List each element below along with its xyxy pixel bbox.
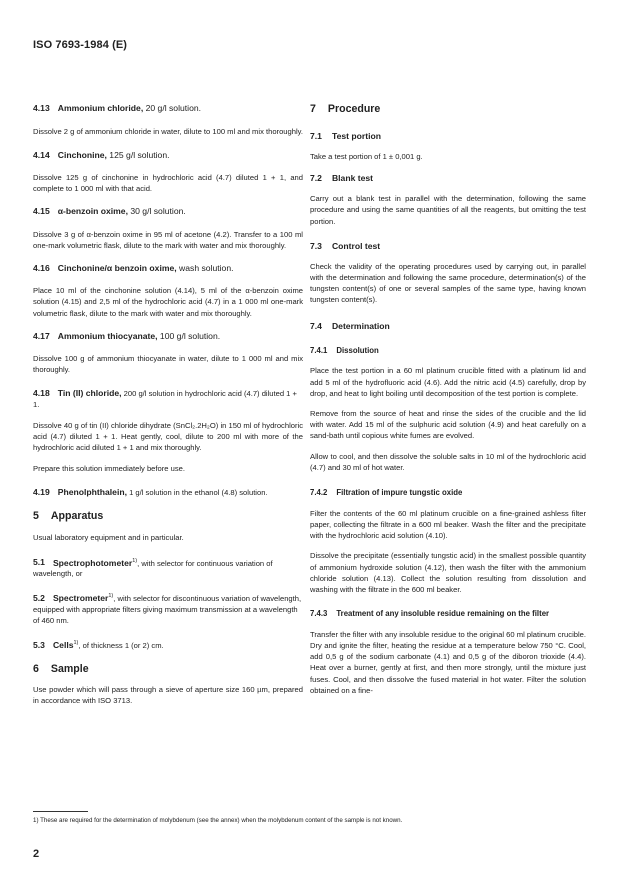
section-7-4-3-text: Transfer the filter with any insoluble residue to the original 60 ml platinum crucible. Dry and ignite the filter, heating the residue at a temperature below 750 °C. Cool, add 0,5 g of the sodium carbonate (4.1) and 0,5 g of the diboron trioxide (4.4). Heat over a burner, gently at first, and then more strongly, until the mixture just fuses. Cool, and then dissolve the fused material in hot water. Filter the solution obtained on a fine- [310, 629, 586, 695]
entry-5-3-heading [33, 638, 303, 651]
entry-number: 4.16 [33, 262, 50, 273]
entry-number: 4.15 [33, 206, 50, 217]
entry-4-14-heading [33, 150, 303, 160]
section-title: Control test [331, 240, 381, 251]
entry-4-16-heading [33, 263, 303, 273]
entry-4-17-text: Dissolve 100 g of ammonium thiocyanate in water, dilute to 1 000 ml and mix thoroughly. [33, 354, 303, 375]
entry-number: 4.13 [33, 103, 50, 113]
section-title: Apparatus [50, 510, 104, 523]
section-7-4-2-text-1: Filter the contents of the 60 ml platinum crucible on a fine-grained ashless filter paper, collecting the filtrate in a 600 ml beaker. Wash the filter and the precipitate with the hydrochloric acid solution (4.10). [310, 508, 586, 541]
section-number: 7.4 [310, 320, 322, 331]
entry-4-13-text: Dissolve 2 g of ammonium chloride in water, dilute to 100 ml and mix thoroughly. [33, 127, 303, 137]
entry-title: Ammonium chloride, [57, 103, 144, 113]
section-5-heading [33, 510, 303, 522]
entry-4-18-heading [33, 388, 303, 410]
section-7-1-text: Take a test portion of 1 ± 0,001 g. [310, 152, 423, 161]
left-column [33, 103, 303, 707]
entry-subtitle: 30 g/l solution. [127, 206, 186, 217]
section-7-4-2-text-2: Dissolve the precipitate (essentially tungstic acid) in the smallest possible quantity of ammonium hydroxide solution (4.12), then wash the filter with the ammonium chloride solution (4.13). Collect the solution resulting from dissolution and washing with the filtrate in the 600 ml beaker. [310, 551, 586, 594]
section-7-3-text: Check the validity of the operating procedures used by carrying out, in parallel with the determination and following the same procedure, determination(s) of the tungsten content(s) of one or several samples of the same type, having known tungsten content(s). [310, 261, 586, 305]
section-number: 7.2 [310, 173, 322, 184]
section-5-text: Usual laboratory equipment and in particular. [33, 533, 184, 543]
section-7-4-heading [310, 321, 586, 331]
entry-subtitle: 20 g/l solution. [143, 103, 202, 113]
document-header: ISO 7693-1984 (E) [33, 39, 128, 51]
entry-4-18-text: Dissolve 40 g of tin (II) chloride dihydrate (SnCl₂.2H₂O) in 150 ml of hydrochloric acid (4.7) diluted 1 + 1. Heat gently, cool, dilute to 200 ml with more of the hydrochloric acid diluted 1 + 1 and mix thoroughly. [33, 420, 303, 452]
entry-number: 5.2 [33, 593, 45, 604]
entry-4-17-heading [33, 331, 303, 341]
entry-5-1-heading [33, 556, 303, 580]
entry-title: Spectrometer [52, 593, 109, 604]
entry-title: Phenolphthalein, [57, 487, 127, 498]
entry-number: 5.1 [33, 557, 45, 568]
entry-subtitle: , with selector for continuous variation of wavelength, or [33, 558, 273, 579]
section-title: Dissolution [336, 345, 379, 355]
entry-4-19-heading [33, 487, 303, 498]
entry-number: 5.3 [33, 640, 45, 651]
section-title: Determination [331, 320, 390, 331]
entry-title: Cinchonine, [57, 149, 107, 160]
section-7-4-1-text-1: Place the test portion in a 60 ml platinum crucible fitted with a platinum lid and add 5 ml of the hydrofluoric acid (4.6). Add the nitric acid (4.5) carefully, drop by drop, and heat to light boiling until decomposition of the test portion is complete. [310, 366, 586, 398]
entry-4-18-note: Prepare this solution immediately before use. [33, 464, 185, 474]
entry-subtitle: wash solution. [176, 262, 234, 273]
entry-4-14-text: Dissolve 125 g of cinchonine in hydrochloric acid (4.7) diluted 1 + 1, and complete to 1 000 ml with that acid. [33, 172, 303, 194]
section-title: Blank test [331, 173, 374, 184]
section-7-4-3-heading [310, 609, 586, 619]
section-7-heading [310, 103, 586, 115]
section-title: Filtration of impure tungstic oxide [336, 487, 463, 497]
entry-title: α-benzoin oxime, [57, 206, 128, 217]
section-title: Test portion [331, 131, 381, 141]
section-7-3-heading [310, 241, 586, 251]
entry-4-15-heading [33, 206, 303, 216]
footnote-marker: 1) [108, 593, 114, 600]
entry-title: Ammonium thiocyanate, [57, 330, 158, 341]
section-title: Procedure [327, 103, 381, 115]
entry-subtitle: 1 g/l solution in the ethanol (4.8) solution. [126, 488, 268, 498]
entry-subtitle: 200 g/l solution in hydrochloric acid (4.7) diluted 1 + 1. [33, 388, 297, 409]
section-number: 7.4.2 [310, 487, 328, 497]
entry-4-13-heading [33, 103, 303, 113]
section-7-4-1-text-2: Remove from the source of heat and rinse the sides of the crucible and the lid with water. Add 15 ml of the sulphuric acid solution (4.9) and heat carefully on a sand-bath until copious white fumes are evolved. [310, 408, 586, 441]
section-6-text: Use powder which will pass through a sieve of aperture size 160 µm, prepared in accordance with ISO 3713. [33, 685, 303, 706]
footnote-marker: 1) [73, 640, 79, 647]
section-title: Treatment of any insoluble residue remaining on the filter [336, 609, 550, 619]
entry-subtitle: , with selector for discontinuous variation of wavelength, equipped with appropriate filters giving maximum transmission at a wavelength of 460 nm. [33, 594, 302, 626]
section-title: Sample [50, 663, 89, 676]
section-number: 7.3 [310, 240, 322, 251]
entry-number: 4.17 [33, 330, 50, 341]
section-7-4-1-text-3: Allow to cool, and then dissolve the soluble salts in 10 ml of the hydrochloric acid (4.7) and 30 ml of hot water. [310, 451, 586, 472]
entry-number: 4.18 [33, 387, 50, 398]
entry-number: 4.19 [33, 487, 50, 498]
entry-subtitle: 100 g/l solution. [157, 330, 221, 341]
entry-subtitle: , of thickness 1 (or 2) cm. [78, 641, 164, 651]
right-column [310, 103, 586, 696]
entry-title: Cinchonine/α benzoin oxime, [57, 262, 177, 273]
section-number: 7.1 [310, 131, 322, 141]
page-number: 2 [33, 848, 40, 860]
entry-title: Cells [52, 640, 74, 651]
section-number: 7.4.1 [310, 345, 328, 355]
entry-number: 4.14 [33, 149, 50, 160]
footnote-divider [33, 811, 88, 812]
entry-5-2-heading [33, 591, 303, 626]
entry-subtitle: 125 g/l solution. [106, 149, 170, 160]
footnote-marker: 1) [132, 557, 138, 564]
section-7-4-1-heading [310, 346, 586, 356]
section-7-2-text: Carry out a blank test in parallel with the determination, following the same procedure and using the same quantities of all the reagents, but omitting the test portion. [310, 194, 586, 226]
footnote: 1) These are required for the determination of molybdenum (see the annex) when the molybdenum content of the sample is not known. [33, 817, 403, 824]
entry-4-16-text: Place 10 ml of the cinchonine solution (4.14), 5 ml of the α-benzoin oxime solution (4.15) and 2,5 ml of the hydrochloric acid (4.7) in a 1 000 ml one-mark volumetric flask, dilute to the mark with water and mix thoroughly. [33, 286, 303, 318]
section-number: 7 [310, 103, 316, 115]
section-6-heading [33, 663, 303, 675]
section-number: 7.4.3 [310, 609, 328, 619]
entry-4-15-text: Dissolve 3 g of α-benzoin oxime in 95 ml of acetone (4.2). Transfer to a 100 ml one-mark volumetric flask, dilute to the mark with water and mix thoroughly. [33, 229, 303, 250]
section-7-1-heading [310, 131, 586, 141]
section-7-2-heading [310, 173, 586, 183]
section-7-4-2-heading [310, 488, 586, 498]
section-number: 5 [33, 510, 39, 523]
entry-title: Tin (II) chloride, [57, 387, 122, 398]
entry-title: Spectrophotometer [52, 557, 133, 568]
section-number: 6 [33, 663, 39, 676]
